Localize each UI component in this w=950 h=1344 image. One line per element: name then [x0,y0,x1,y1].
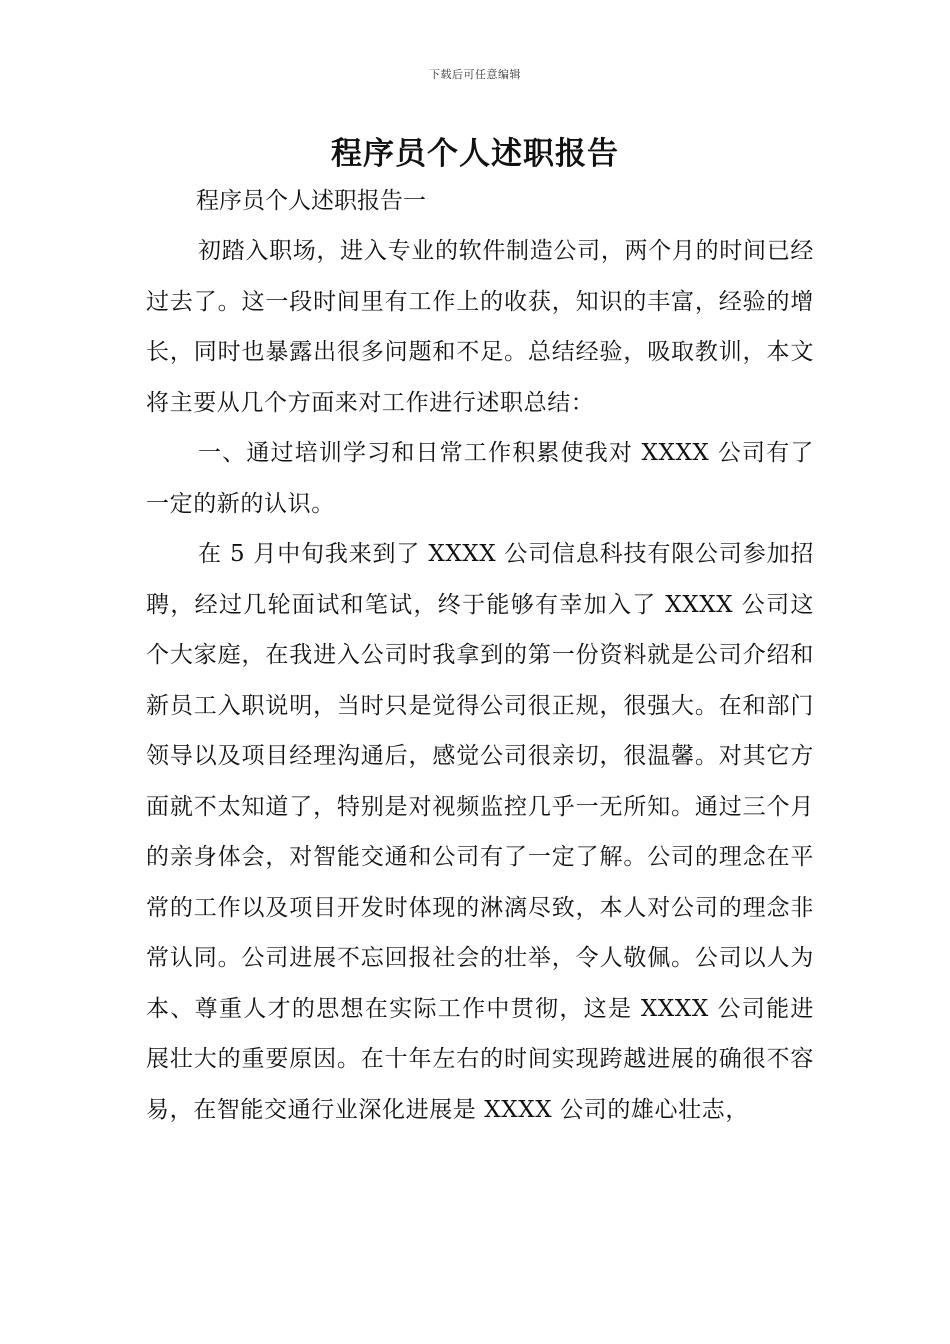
paragraph-intro: 初踏入职场，进入专业的软件制造公司，两个月的时间已经过去了。这一段时间里有工作上的收获，知识的丰富，经验的增长，同时也暴露出很多问题和不足。总结经验，吸取教训，本文将主要从几个方面来对工作进行述职总结： [146,238,814,416]
paragraph-company: 在 5 月中旬我来到了 XXXX 公司信息科技有限公司参加招聘，经过几轮面试和笔试，终于能够有幸加入了 XXXX 公司这个大家庭，在我进入公司时我拿到的第一份资料就是公司介绍和新员工入职说明，当时只是觉得公司很正规，很强大。在和部门领导以及项目经理沟通后，感觉公司很亲切，很温馨。对其它方面就不太知道了，特别是对视频监控几乎一无所知。通过三个月的亲身体会，对智能交通和公司有了一定了解。公司的理念在平常的工作以及项目开发时体现的淋漓尽致，本人对公司的理念非常认同。公司进展不忘回报社会的壮举，令人敬佩。公司以人为本、尊重人才的思想在实际工作中贯彻，这是 XXXX 公司能进展壮大的重要原因。在十年左右的时间实现跨越进展的确很不容易，在智能交通行业深化进展是 XXXX 公司的雄心壮志， [146,541,814,1123]
body-text [146,226,814,1135]
header-note: 下载后可任意编辑 [429,68,521,81]
paragraph-heading-one: 一、通过培训学习和日常工作积累使我对 XXXX 公司有了一定的新的认识。 [146,440,814,517]
document-title: 程序员个人述职报告 [331,136,619,172]
section-subtitle: 程序员个人述职报告一 [196,188,426,214]
